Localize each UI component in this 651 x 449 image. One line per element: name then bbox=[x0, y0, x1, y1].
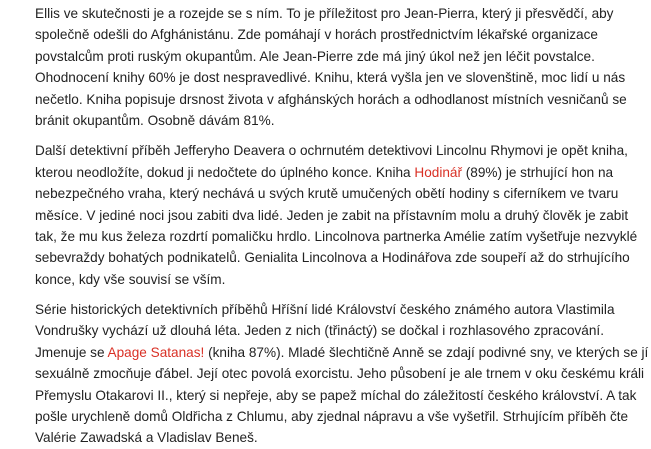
text-run: měsíce. V jediné noci jsou zabiti dva lidé. Jeden je zabit na přístavním molu a druhý člověk je zabit bbox=[35, 207, 629, 223]
text-run: povstalcům proti ruským okupantům. Ale Jean-Pierre zde má jiný úkol než jen léčit povstalce. bbox=[35, 48, 595, 64]
text-run: bránit okupantům. Osobně dávám 81%. bbox=[35, 112, 275, 128]
text-run: Jmenuje se bbox=[35, 344, 108, 360]
text-line bbox=[35, 226, 643, 247]
text-run: nečetlo. Kniha popisuje drsnost života v afghánských horách a odhodlanost místních vesničanů se bbox=[35, 91, 627, 107]
paragraph-hodinar-review bbox=[35, 140, 643, 290]
paragraph-apage-satanas-review bbox=[35, 299, 649, 449]
hodinar-book-link[interactable]: Hodinář bbox=[414, 164, 462, 180]
text-run: Ellis ve skutečnosti je a rozejde se s ním. To je příležitost pro Jean-Pierra, který ji přesvědčí, aby bbox=[35, 6, 614, 21]
text-line bbox=[35, 24, 643, 45]
text-line bbox=[35, 140, 643, 161]
text-run: nebezpečného vraha, který nechává u svých krutě umučených obětí hodiny s ciferníkem ve tvaru bbox=[35, 186, 619, 202]
text-run: Série historických detektivních příběhů Hříšní lidé Království českého známého autora Vlastimila bbox=[35, 302, 615, 318]
text-run: pošle urychleně domů Oldřicha z Chlumu, aby zjednal nápravu a vše vyšetřil. Strhujícím příběh čte bbox=[35, 409, 629, 425]
text-line bbox=[35, 183, 643, 204]
text-line bbox=[35, 342, 649, 363]
text-line bbox=[35, 67, 643, 88]
text-run: Valérie Zawadská a Vladislav Beneš. bbox=[35, 430, 258, 446]
text-line bbox=[35, 89, 643, 110]
text-run: společně odešli do Afghánistánu. Zde pomáhají v horách prostřednictvím lékařské organizace bbox=[35, 27, 598, 43]
text-line bbox=[35, 247, 643, 268]
text-run: kterou neodložíte, dokud ji nedočtete do úplného konce. Kniha bbox=[35, 164, 415, 180]
text-run: sebevraždy bohatých podnikatelů. Genialita Lincolnova a Hodinářova zde soupeří až do strhujícího bbox=[35, 250, 630, 266]
text-line bbox=[35, 205, 643, 226]
text-run: tak, že mu kus železa rozdrtí pomaličku hrdlo. Lincolnova partnerka Amélie zatím vyšetřuje nezvyklé bbox=[35, 228, 638, 244]
text-line bbox=[35, 320, 643, 341]
text-line bbox=[35, 299, 643, 320]
paragraph-ken-follett-review bbox=[35, 0, 643, 131]
text-run: Přemyslu Otakarovi II., který si nepřeje, aby se papež míchal do záležitostí českého království. A tak bbox=[35, 387, 637, 403]
text-line bbox=[35, 46, 643, 67]
apage-satanas-book-link[interactable]: Apage Satanas! bbox=[107, 344, 205, 360]
text-line bbox=[35, 110, 643, 131]
text-run: Ohodnocení knihy 60% je dost nespravedlivé. Knihu, která vyšla jen ve slovenštině, moc lidí u nás bbox=[35, 70, 626, 86]
text-line bbox=[35, 406, 643, 427]
text-run: sexuálně zmocňuje ďábel. Její otec povolá exorcistu. Jeho působení je ale trnem v oku českému králi bbox=[35, 366, 645, 382]
text-line bbox=[35, 363, 643, 384]
text-line bbox=[35, 269, 643, 290]
text-line bbox=[35, 3, 643, 24]
text-run: Další detektivní příběh Jefferyho Deavera o ochrnutém detektivovi Lincolnu Rhymovi je opět kniha, bbox=[35, 143, 628, 159]
text-run: (kniha 87%). Mladé šlechtičně Anně se zdají podivné sny, ve kterých se jí bbox=[204, 344, 649, 360]
article-body bbox=[35, 0, 649, 449]
text-run: konce, kdy vše souvisí se vším. bbox=[35, 271, 226, 287]
text-line bbox=[35, 162, 643, 183]
text-run: Vondrušky vychází už dlouhá léta. Jeden z nich (třináctý) se dočkal i rozhlasového zpracování. bbox=[35, 323, 604, 339]
text-run: (89%) je strhující hon na bbox=[462, 164, 614, 180]
text-line bbox=[35, 385, 643, 406]
